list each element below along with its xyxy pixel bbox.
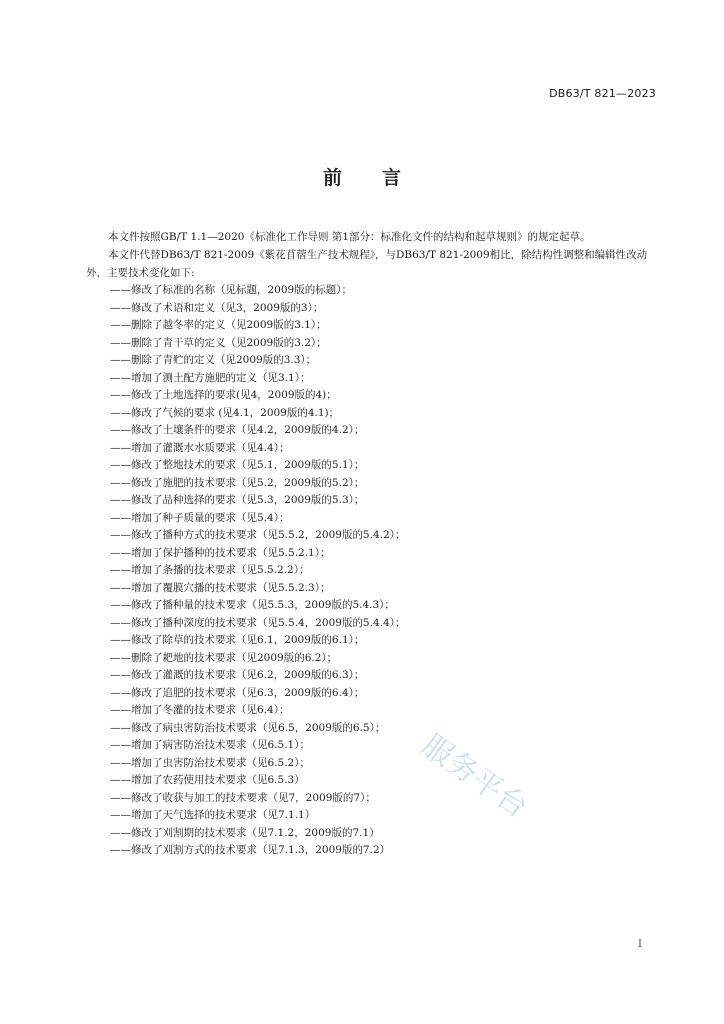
change-item: ——修改了刈割方式的技术要求（见7.1.3，2009版的7.2）	[110, 844, 391, 856]
change-item: ——修改了土壤条件的要求（见4.2，2009版的4.2）；	[110, 424, 365, 436]
change-item: ——增加了测土配方施肥的定义（见3.1）；	[110, 371, 311, 384]
change-item: ——删除了青干草的定义（见2009版的3.2）；	[110, 336, 327, 349]
change-item: ——修改了标准的名称（见标题，2009版的标题）；	[110, 284, 352, 296]
change-item: ——增加了保护播种的技术要求（见5.5.2.1）；	[110, 546, 331, 559]
change-item: ——增加了灌溉水水质要求（见4.4）；	[110, 441, 290, 454]
paragraph-structure-basis: 本文件按照GB/T 1.1—2020《标准化工作导则 第1部分：标准化文件的结构和起草规则》的规定起草。	[108, 231, 591, 243]
change-item: ——修改了播种深度的技术要求（见5.5.4，2009版的5.4.4）；	[110, 616, 406, 629]
change-item: ——增加了农药使用技术要求（见6.5.3）	[110, 774, 305, 786]
page-title	[0, 163, 724, 190]
change-item: ——增加了冬灌的技术要求（见6.4）；	[110, 704, 290, 716]
change-item: ——修改了气候的要求 (见4.1，2009版的4.1)；	[110, 406, 340, 419]
change-item: ——修改了病虫害防治技术要求（见6.5，2009版的6.5）；	[110, 721, 386, 734]
change-item: ——修改了品种选择的要求（见5.3，2009版的5.3）；	[110, 494, 365, 506]
change-item: ——修改了术语和定义（见3，2009版的3）；	[110, 301, 324, 314]
change-item: ——增加了虫害防治技术要求（见6.5.2）；	[110, 756, 310, 769]
change-item: ——增加了覆膜穴播的技术要求（见5.5.2.3）；	[110, 581, 331, 594]
change-item: ——删除了越冬率的定义（见2009版的3.1）；	[110, 319, 327, 331]
change-item: ——修改了整地技术的要求（见5.1，2009版的5.1）；	[110, 459, 365, 471]
change-item: ——修改了施肥的技术要求（见5.2，2009版的5.2）；	[110, 476, 365, 489]
change-item: ——修改了除草的技术要求（见6.1，2009版的6.1）；	[110, 634, 365, 646]
change-item: ——增加了病害防治技术要求（见6.5.1）；	[110, 739, 310, 751]
change-item: ——增加了天气选择的技术要求（见7.1.1）	[110, 809, 316, 821]
watermark-text: 服务平台	[415, 727, 534, 826]
document-code: DB63/T 821—2023	[549, 87, 656, 100]
title-char-1: 前	[322, 167, 342, 189]
paragraph-replacement-note: 本文件代替DB63/T 821-2009《紫花苜蓿生产技术规程》，与DB63/T 821-2009相比，除结构性调整和编辑性改动外，主要技术变化如下:	[86, 249, 648, 279]
changes-list	[86, 282, 658, 860]
title-char-2: 言	[382, 167, 402, 189]
change-item: ——修改了土地选择的要求(见4，2009版的4)；	[110, 389, 337, 401]
change-item: ——修改了播种量的技术要求（见5.5.3，2009版的5.4.3）；	[110, 599, 395, 611]
change-item: ——修改了追肥的技术要求（见6.3，2009版的6.4）；	[110, 686, 365, 699]
change-item: ——修改了收获与加工的技术要求（见7，2009版的7）；	[110, 791, 376, 804]
change-item: ——增加了种子质量的要求（见5.4）；	[110, 511, 290, 524]
change-item: ——删除了青贮的定义（见2009版的3.3）；	[110, 354, 317, 366]
change-item: ——增加了条播的技术要求（见5.5.2.2）；	[110, 564, 310, 576]
change-item: ——删除了耙地的技术要求（见2009版的6.2）；	[110, 651, 338, 664]
change-item: ——修改了刈割期的技术要求（见7.1.2，2009版的7.1）	[110, 826, 380, 839]
change-item: ——修改了灌溉的技术要求（见6.2，2009版的6.3）；	[110, 669, 365, 681]
change-item: ——修改了播种方式的技术要求（见5.5.2，2009版的5.4.2）；	[110, 529, 406, 541]
document-body	[86, 228, 658, 860]
page-number: I	[638, 939, 642, 950]
